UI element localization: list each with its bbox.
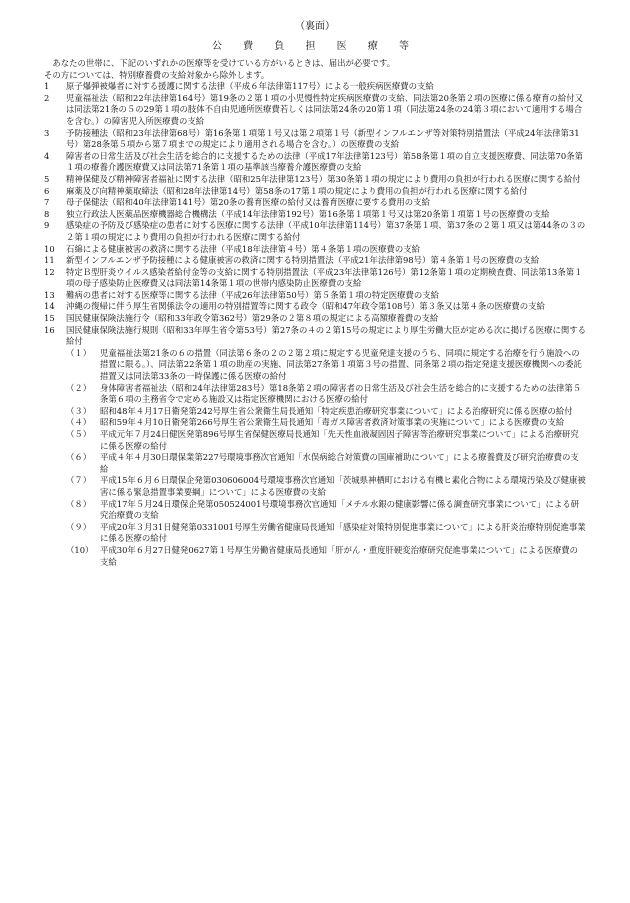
sub-list-item bbox=[66, 545, 586, 568]
subitem-text: 昭和48年４月17日衛発第242号厚生省公衆衛生局長通知「特定疾患治療研究事業について」による治療研究に係る医療の給付 bbox=[100, 405, 573, 416]
sub-list-item bbox=[66, 383, 586, 406]
item-text: 母子保健法（昭和40年法律第141号）第20条の養育医療の給付又は養育医療に要する費用の支給 bbox=[66, 197, 430, 208]
item-text: 独立行政法人医薬品医療機器総合機構法（平成14年法律第192号）第16条第１項第１号又は第20条第１項第１号の医療費の支給 bbox=[66, 208, 550, 219]
item-number: 16 bbox=[44, 324, 55, 335]
item-number: 1 bbox=[44, 81, 50, 92]
list-item bbox=[44, 244, 586, 256]
item-number: 6 bbox=[44, 185, 50, 196]
list-item bbox=[44, 93, 586, 128]
item-number: 8 bbox=[44, 208, 50, 219]
item-number: 12 bbox=[44, 266, 55, 277]
item-number: 15 bbox=[44, 313, 55, 324]
subitem-number: （３） bbox=[66, 405, 92, 416]
list-item bbox=[44, 186, 586, 198]
item-number: 7 bbox=[44, 197, 50, 208]
sub-list-item bbox=[66, 499, 586, 522]
item-text: 新型インフルエンザ予防接種による健康被害の救済に関する特別措置法（平成21年法律第98号）第４条第１号の医療費の支給 bbox=[66, 255, 540, 266]
item-text: 国民健康保険法施行規則（昭和33年厚生省令第53号）第27条の４の２第15号の規定により厚生労働大臣が定める次に掲げる医療に関する給付 bbox=[66, 324, 586, 347]
item-number: 9 bbox=[44, 220, 50, 231]
item-text: 国民健康保険法施行令（昭和33年政令第362号）第29条の２第８項の規定による高額療養費の支給 bbox=[66, 313, 439, 324]
subitem-number: （５） bbox=[66, 429, 92, 439]
list-item bbox=[44, 290, 586, 302]
item-number: 2 bbox=[44, 92, 50, 103]
item-text: 感染症の予防及び感染症の患者に対する医療に関する法律（平成10年法律第114号）第37条第１項、第37条の２第１項又は第44条の３の２第１項の規定により費用の負担が行われる医療に関する給付 bbox=[66, 220, 586, 242]
item-number: 13 bbox=[44, 289, 55, 300]
subitem-list bbox=[44, 348, 586, 568]
subitem-number: （８） bbox=[66, 498, 92, 509]
item-text: 麻薬及び向精神薬取締法（昭和28年法律第14号）第58条の17第１項の規定により費用の負担が行われる医療に関する給付 bbox=[66, 185, 528, 196]
page-heading: （裏面） bbox=[295, 21, 335, 32]
list-item bbox=[44, 174, 586, 186]
subitem-number: （９） bbox=[66, 521, 92, 532]
item-text: 特定Ｂ型肝炎ウイルス感染者給付金等の支給に関する特別措置法（平成23年法律第126号）第12条第１項の定期検査費、同法第13条第１項の母子感染防止医療費又は同法第14条第１項の世帯内感染防止医療費の支給 bbox=[66, 266, 583, 289]
subitem-text: 平成４年４月30日環保業第227号環境事務次官通知「水俣病総合対策費の国庫補助について」による療養費及び研究治療費の支給 bbox=[100, 452, 579, 474]
list-item bbox=[44, 209, 586, 221]
subitem-text: 身体障害者福祉法（昭和24年法律第283号）第18条第２項の障害者の日常生活及び社会生活を総合的に支援するための法律第５条第６項の主務省令で定める施設又は指定医療機関における医療の給付 bbox=[100, 382, 582, 405]
list-item bbox=[44, 81, 586, 93]
subitem-number: （４） bbox=[66, 417, 92, 428]
subitem-text: 平成17年５月24日環保企発第050524001号環境事務次官通知「メチル水銀の健康影響に係る調査研究事業について」による研究治療費の支給 bbox=[100, 498, 580, 521]
item-text: 障害者の日常生活及び社会生活を総合的に支援するための法律（平成17年法律第123号）第58条第１項の自立支援医療費、同法第70条第１項の療養介護医療費又は同法第71条第１項の基準該当療養介護医療費の支給 bbox=[66, 150, 583, 173]
sub-list-item bbox=[66, 348, 586, 383]
intro-text bbox=[44, 58, 586, 81]
list-item bbox=[44, 313, 586, 325]
item-text: 石綿による健康被害の救済に関する法律（平成18年法律第４号）第４条第１項の医療費の支給 bbox=[66, 243, 421, 254]
sub-list-item bbox=[66, 417, 586, 429]
list-item bbox=[44, 267, 586, 290]
subitem-text: 平成30年６月27日健発0627第１号厚生労働省健康局長通知「肝がん・重度肝硬変治療研究促進事業について」による医療費の支給 bbox=[100, 544, 578, 567]
item-number: 11 bbox=[44, 255, 55, 266]
item-text: 児童福祉法（昭和22年法律第164号）第19条の２第１項の小児慢性特定疾病医療費の支給、同法第20条第２項の医療に係る療育の給付又は同法第21条の５の29第１項の肢体不自由児通所医療費若しくは同法第24条の20第１項（同法第24条の24第３項において適用する場合を含む。）の障害児入所医療費の支給 bbox=[66, 92, 583, 126]
subitem-text: 平成元年７月24日健医発第896号厚生省保健医療局長通知「先天性血液凝固因子障害等治療研究事業について」による治療研究に係る医療の給付 bbox=[100, 429, 579, 451]
list-item bbox=[44, 220, 586, 243]
subitem-number: （６） bbox=[66, 452, 92, 463]
list-item bbox=[44, 151, 586, 174]
item-text: 予防接種法（昭和23年法律第68号）第16条第１項第１号又は第２項第１号（新型インフルエンザ等対策特別措置法（平成24年法律第31号）第28条第５項から第７項までの規定により適用される場合を含む。）の医療費の支給 bbox=[66, 127, 580, 150]
sub-list-item bbox=[66, 475, 586, 498]
subitem-text: 児童福祉法第21条の６の措置（同法第６条の２の２第２項に規定する児童発達支援のうち、同項に規定する治療を行う施設への措置に限る。）、同法第22条第１項の助産の実施、同法第27条第１項第３号の措置、同条第２項の指定発達支援医療機関への委託措置又は同法第33条の一時保護に係る医療の給付 bbox=[100, 347, 582, 382]
item-list bbox=[44, 81, 586, 348]
subitem-number: （２） bbox=[66, 382, 92, 393]
item-number: 5 bbox=[44, 173, 50, 184]
sub-list-item bbox=[66, 452, 586, 475]
subitem-text: 昭和59年４月10日衛発第266号厚生省公衆衛生局長通知「毒ガス障害者救済対策事業の実施について」による医療費の支給 bbox=[100, 417, 565, 428]
intro-line: その方については、特別療養費の支給対象から除外します。 bbox=[44, 69, 270, 80]
sub-list-item bbox=[66, 522, 586, 545]
item-number: 4 bbox=[44, 150, 50, 161]
item-text: 精神保健及び精神障害者福祉に関する法律（昭和25年法律第123号）第30条第１項の規定により費用の負担が行われる医療に関する給付 bbox=[66, 173, 581, 184]
item-text: 原子爆弾被爆者に対する援護に関する法律（平成６年法律第117号）による一般疾病医療費の支給 bbox=[66, 81, 434, 92]
subitem-number: （１） bbox=[66, 347, 92, 358]
list-item bbox=[44, 197, 586, 209]
subitem-number: （７） bbox=[66, 475, 92, 486]
list-item bbox=[44, 128, 586, 151]
subitem-text: 平成15年６月６日環保企発第030606004号環境事務次官通知「茨城県神栖町における有機ヒ素化合物による環境汚染及び健康被害に係る緊急措置事業要綱」について」による医療費の支給 bbox=[100, 475, 586, 497]
item-text: 沖縄の復帰に伴う厚生省関係法令の適用の特別措置等に関する政令（昭和47年政令第108号）第３条又は第４条の医療費の支給 bbox=[66, 301, 545, 312]
document-title: 公 費 負 担 医 療 等 bbox=[211, 41, 419, 52]
subitem-text: 平成20年３月31日健発第0331001号厚生労働省健康局長通知「感染症対策特別促進事業について」による肝炎治療特別促進事業に係る医療の給付 bbox=[100, 521, 586, 544]
intro-line: あなたの世帯に、下記のいずれかの医療等を受けている方がいるときは、届出が必要です。 bbox=[52, 58, 396, 68]
item-number: 3 bbox=[44, 127, 50, 138]
list-item bbox=[44, 325, 586, 348]
sub-list-item bbox=[66, 406, 586, 418]
item-number: 10 bbox=[44, 243, 55, 254]
subitem-number: （10） bbox=[66, 544, 94, 555]
sub-list-item bbox=[66, 429, 586, 452]
item-text: 難病の患者に対する医療等に関する法律（平成26年法律第50号）第５条第１項の特定医療費の支給 bbox=[66, 289, 440, 300]
list-item bbox=[44, 301, 586, 313]
item-number: 14 bbox=[44, 301, 55, 312]
list-item bbox=[44, 255, 586, 267]
